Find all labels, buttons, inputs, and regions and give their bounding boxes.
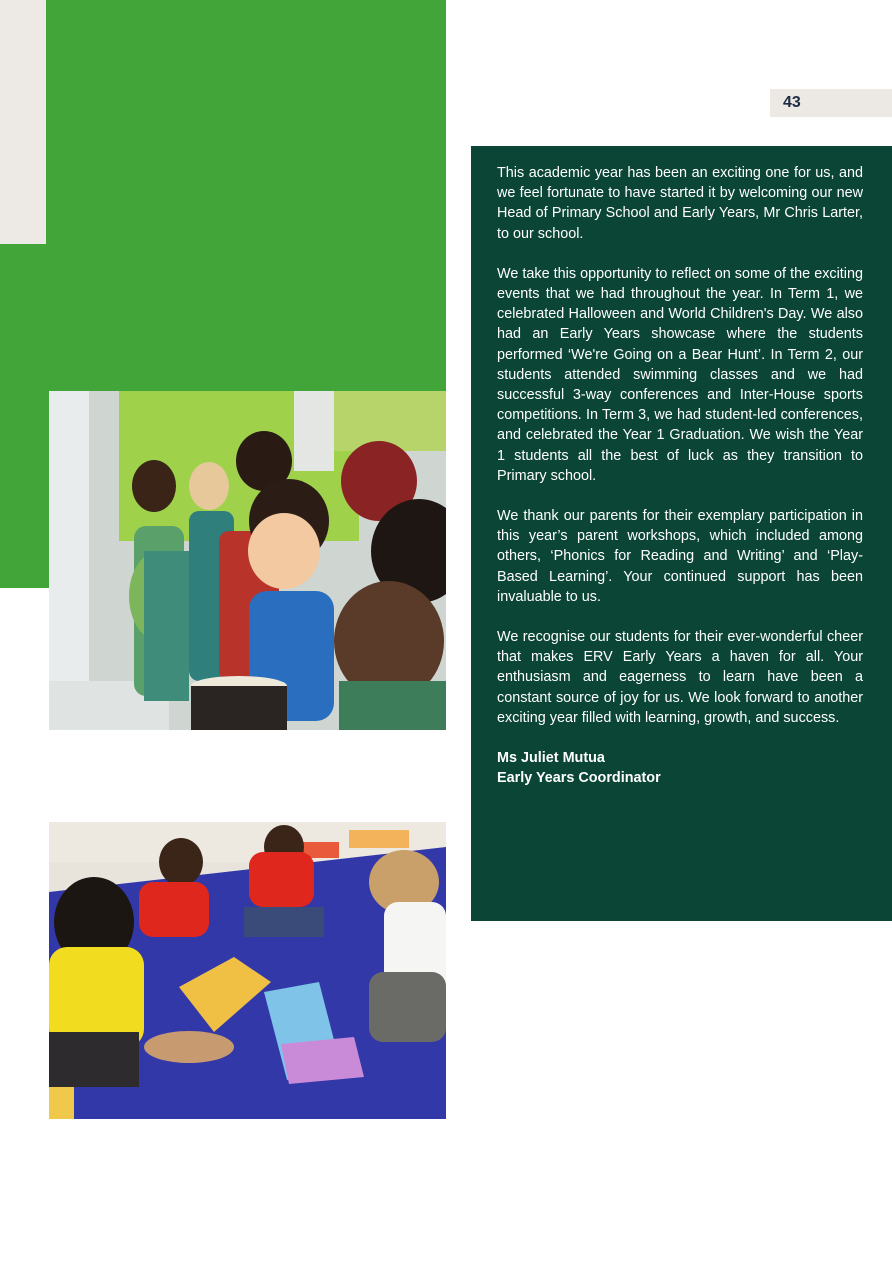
article-panel <box>471 146 892 921</box>
page-number: 43 <box>770 89 892 117</box>
author-name: Ms Juliet Mutua <box>497 750 605 767</box>
performance-photo-image <box>49 391 446 730</box>
reading-photo <box>49 822 446 1119</box>
article-paragraph-1: This academic year has been an exciting one for us, and we feel fortunate to have started it by welcoming our new Head of Primary School and Early Years, Mr Chris Larter, to our school. <box>497 165 863 242</box>
article-paragraph-3: We thank our parents for their exemplary participation in this year’s parent workshops, which included among others, ‘Phonics for Reading and Writing’ and ‘Play-Based Learning’. Your continued support has been invaluable to us. <box>497 508 863 605</box>
author-title: Early Years Coordinator <box>497 770 661 787</box>
article-paragraph-4: We recognise our students for their ever-wonderful cheer that makes ERV Early Years a haven for all. Your enthusiasm and eagerness to learn have been a constant source of joy for us. We look forward to another exciting year filled with learning, growth, and success. <box>497 629 863 726</box>
signature-block <box>497 748 863 788</box>
article-paragraph-2: We take this opportunity to reflect on some of the exciting events that we had throughout the year. In Term 1, we celebrated Halloween and World Children's Day. We also had an Early Years showcase where the students performed ‘We're Going on a Bear Hunt’. In Term 2, our students attended swimming classes and we had successful 3-way conferences and Inter-House sports competitions. In Term 3, we had student-led conferences, and celebrated the Year 1 Graduation. We wish the Year 1 students all the best of luck as they transition to Primary school. <box>497 265 863 484</box>
beige-accent-strip <box>0 0 46 244</box>
reading-photo-image <box>49 822 446 1119</box>
performance-photo <box>49 391 446 730</box>
